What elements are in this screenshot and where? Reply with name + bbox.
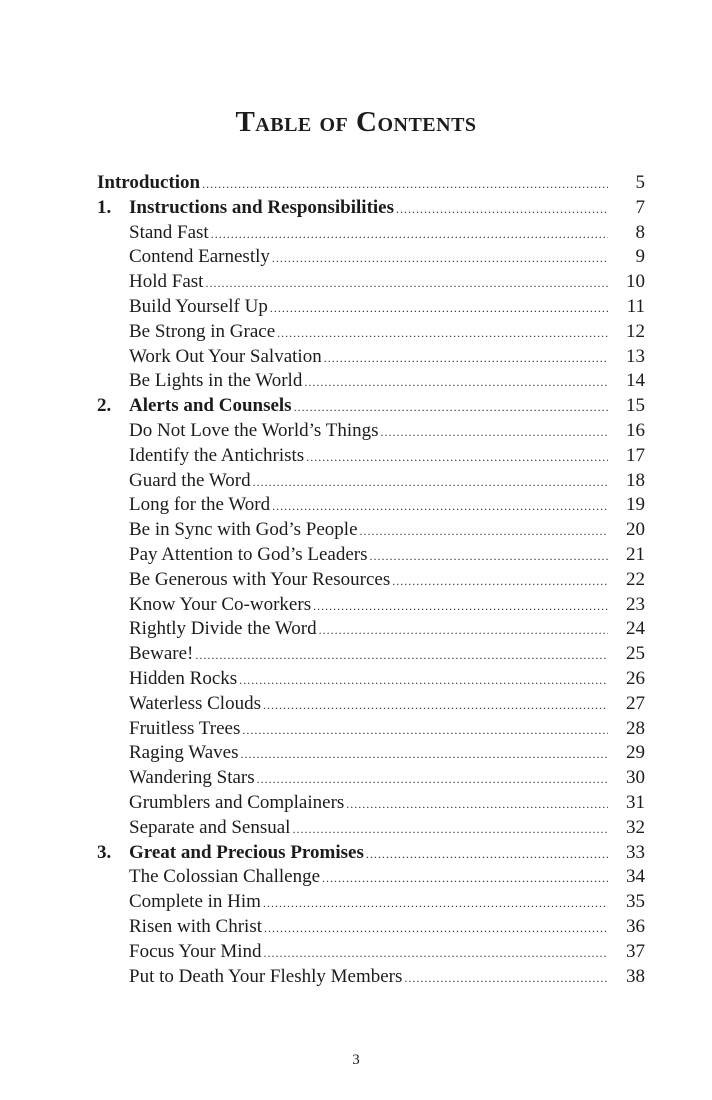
entry-title: Build Yourself Up [129, 295, 268, 317]
entry-title: Contend Earnestly [129, 246, 270, 268]
toc-section-entry[interactable] [97, 320, 645, 345]
entry-page-number: 17 [626, 444, 645, 466]
toc-section-entry[interactable] [97, 543, 645, 568]
entry-title: Risen with Christ [129, 915, 263, 937]
dot-leader [370, 544, 608, 569]
dot-leader [202, 172, 608, 197]
entry-title: Guard the Word [129, 469, 251, 491]
toc-section-entry[interactable] [97, 593, 645, 618]
dot-leader [396, 197, 608, 222]
entry-title: Be Strong in Grace [129, 320, 276, 342]
entry-title: Introduction [97, 172, 201, 193]
dot-leader [195, 643, 608, 668]
toc-section-entry[interactable] [97, 270, 645, 295]
entry-title: Be in Sync with God’s People [129, 519, 358, 541]
toc-section-entry[interactable] [97, 493, 645, 518]
entry-page-number: 36 [626, 915, 645, 937]
dot-leader [264, 916, 608, 941]
entry-page-number: 29 [626, 742, 645, 764]
toc-section-entry[interactable] [97, 667, 645, 692]
entry-page-number: 31 [626, 791, 645, 813]
entry-title: Be Lights in the World [129, 370, 303, 392]
entry-title: Hidden Rocks [129, 667, 238, 689]
dot-leader [392, 569, 608, 594]
entry-page-number: 8 [635, 221, 645, 243]
toc-section-entry[interactable] [97, 940, 645, 965]
dot-leader [404, 966, 608, 991]
dot-leader [270, 296, 608, 321]
entry-title: Waterless Clouds [129, 692, 261, 714]
dot-leader [292, 817, 608, 842]
table-of-contents [97, 171, 645, 989]
dot-leader [257, 767, 608, 792]
entry-title: Stand Fast [129, 221, 209, 243]
chapter-number: 1. [97, 196, 112, 218]
toc-section-entry[interactable] [97, 617, 645, 642]
toc-section-entry[interactable] [97, 890, 645, 915]
entry-page-number: 25 [626, 643, 645, 665]
entry-page-number: 33 [626, 841, 645, 863]
toc-chapter-entry[interactable] [97, 171, 645, 196]
entry-title: Fruitless Trees [129, 717, 241, 739]
toc-section-entry[interactable] [97, 865, 645, 890]
entry-title: Long for the Word [129, 494, 271, 516]
entry-title: Raging Waves [129, 742, 239, 764]
toc-section-entry[interactable] [97, 915, 645, 940]
dot-leader [272, 246, 608, 271]
dot-leader [205, 271, 608, 296]
toc-section-entry[interactable] [97, 741, 645, 766]
entry-page-number: 35 [626, 891, 645, 913]
entry-page-number: 20 [626, 519, 645, 541]
toc-section-entry[interactable] [97, 295, 645, 320]
entry-page-number: 28 [626, 717, 645, 739]
dot-leader [263, 693, 608, 718]
chapter-number: 2. [97, 395, 112, 417]
dot-leader [381, 420, 608, 445]
entry-title: Hold Fast [129, 271, 204, 293]
dot-leader [319, 618, 608, 643]
dot-leader [324, 346, 608, 371]
dot-leader [211, 222, 608, 247]
entry-page-number: 11 [626, 295, 645, 317]
entry-page-number: 26 [626, 667, 645, 689]
toc-section-entry[interactable] [97, 345, 645, 370]
entry-page-number: 19 [626, 494, 645, 516]
toc-section-entry[interactable] [97, 766, 645, 791]
entry-title: Work Out Your Salvation [129, 345, 322, 367]
entry-title: Alerts and Counsels [129, 395, 292, 417]
entry-page-number: 16 [626, 419, 645, 441]
dot-leader [242, 718, 608, 743]
entry-title: Beware! [129, 643, 194, 665]
entry-page-number: 15 [626, 395, 645, 417]
entry-page-number: 18 [626, 469, 645, 491]
page-title: Table of Contents [235, 106, 477, 138]
entry-title: Grumblers and Complainers [129, 791, 345, 813]
entry-page-number: 10 [626, 271, 645, 293]
toc-section-entry[interactable] [97, 717, 645, 742]
entry-title: Identify the Antichrists [129, 444, 305, 466]
dot-leader [360, 519, 608, 544]
entry-page-number: 7 [635, 196, 645, 218]
toc-section-entry[interactable] [97, 419, 645, 444]
toc-section-entry[interactable] [97, 568, 645, 593]
entry-page-number: 9 [635, 246, 645, 268]
entry-page-number: 27 [626, 692, 645, 714]
toc-section-entry[interactable] [97, 221, 645, 246]
entry-title: Know Your Co-workers [129, 593, 312, 615]
dot-leader [322, 866, 608, 891]
entry-page-number: 21 [626, 543, 645, 565]
toc-section-entry[interactable] [97, 245, 645, 270]
entry-title: Be Generous with Your Resources [129, 568, 391, 590]
toc-section-entry[interactable] [97, 518, 645, 543]
dot-leader [240, 742, 608, 767]
dot-leader [272, 494, 608, 519]
toc-section-entry[interactable] [97, 791, 645, 816]
toc-section-entry[interactable] [97, 369, 645, 394]
toc-section-entry[interactable] [97, 469, 645, 494]
entry-title: Great and Precious Promises [129, 841, 364, 863]
dot-leader [239, 668, 608, 693]
dot-leader [306, 445, 608, 470]
entry-title: Pay Attention to God’s Leaders [129, 543, 368, 565]
dot-leader [346, 792, 608, 817]
entry-title: Wandering Stars [129, 767, 255, 789]
entry-page-number: 34 [626, 866, 645, 888]
toc-chapter-entry[interactable] [97, 394, 645, 419]
entry-page-number: 37 [626, 940, 645, 962]
toc-section-entry[interactable] [97, 642, 645, 667]
entry-page-number: 13 [626, 345, 645, 367]
entry-title: Put to Death Your Fleshly Members [129, 965, 403, 987]
entry-page-number: 14 [626, 370, 645, 392]
toc-section-entry[interactable] [97, 692, 645, 717]
entry-page-number: 38 [626, 965, 645, 987]
dot-leader [304, 370, 608, 395]
toc-section-entry[interactable] [97, 816, 645, 841]
dot-leader [277, 321, 608, 346]
entry-title: Do Not Love the World’s Things [129, 419, 379, 441]
entry-title: Instructions and Responsibilities [129, 196, 395, 218]
entry-page-number: 32 [626, 816, 645, 838]
dot-leader [313, 594, 608, 619]
toc-section-entry[interactable] [97, 965, 645, 990]
entry-title: The Colossian Challenge [129, 866, 321, 888]
entry-page-number: 23 [626, 593, 645, 615]
entry-page-number: 22 [626, 568, 645, 590]
dot-leader [366, 842, 608, 867]
entry-title: Separate and Sensual [129, 816, 291, 838]
dot-leader [253, 470, 608, 495]
entry-page-number: 30 [626, 767, 645, 789]
entry-page-number: 5 [635, 172, 645, 193]
toc-section-entry[interactable] [97, 444, 645, 469]
entry-page-number: 24 [626, 618, 645, 640]
entry-title: Complete in Him [129, 891, 261, 913]
entry-page-number: 12 [626, 320, 645, 342]
toc-chapter-entry[interactable] [97, 841, 645, 866]
dot-leader [263, 891, 608, 916]
toc-chapter-entry[interactable] [97, 196, 645, 221]
entry-title: Focus Your Mind [129, 940, 262, 962]
entry-title: Rightly Divide the Word [129, 618, 317, 640]
dot-leader [264, 941, 608, 966]
page-number: 3 [352, 1052, 360, 1068]
dot-leader [294, 395, 608, 420]
chapter-number: 3. [97, 841, 112, 863]
